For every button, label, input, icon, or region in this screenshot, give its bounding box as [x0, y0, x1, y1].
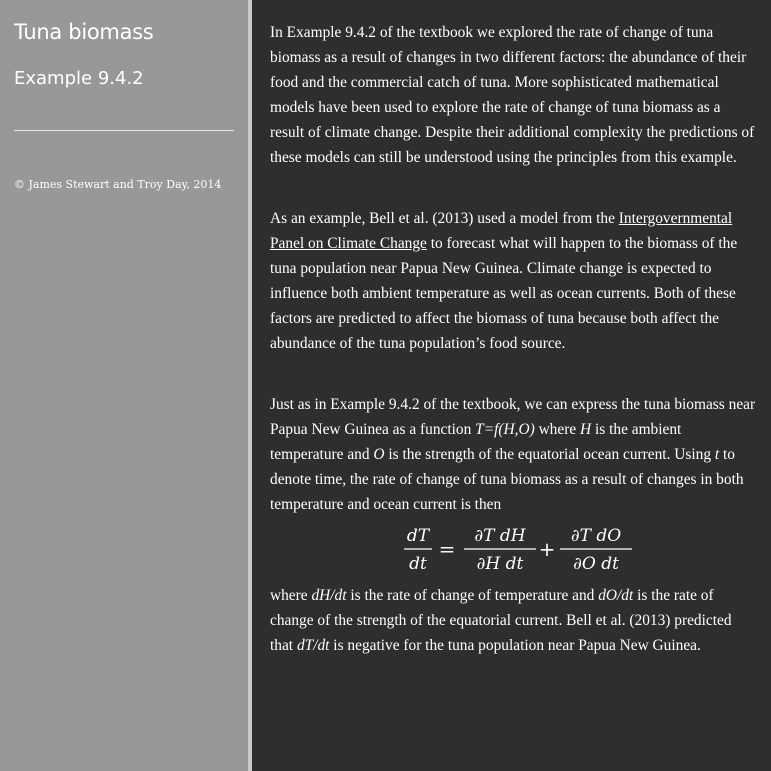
paragraph-example	[270, 206, 758, 356]
chain-rule-equation	[270, 517, 758, 583]
equation-graphic	[400, 517, 640, 583]
variable-t: t	[714, 446, 720, 463]
paragraph-function	[270, 392, 758, 517]
paragraph-text: is negative for the tuna population near Papua New Guinea.	[329, 637, 701, 654]
main-content	[270, 20, 758, 658]
term1-denominator: ∂H dt	[476, 554, 524, 574]
lhs-numerator: dT	[406, 526, 430, 546]
paragraph-text: is the rate of change of temperature and	[346, 587, 599, 604]
function-expression: T=f(H,O)	[475, 421, 535, 438]
lhs-denominator: dt	[409, 554, 427, 574]
paragraph-spacer	[270, 356, 758, 392]
paragraph-intro: In Example 9.4.2 of the textbook we explored the rate of change of tuna biomass as a result of changes in two different factors: the abundance of their food and the commercial catch of tuna. More sophisticated mathematical models have been used to explore the rate of change of tuna biomass as a result of climate change. Despite their additional complexity the predictions of these models can still be understood using the principles from this example.	[270, 24, 755, 166]
term2-numerator: ∂T dO	[570, 526, 622, 546]
sidebar	[0, 0, 248, 771]
paragraph-text: Just as in Example 9.4.2 of the textbook, we can express the tuna biomass near Papua New Guinea as a function	[270, 396, 756, 438]
variable-o: O	[373, 446, 385, 463]
paragraph-text: As an example, Bell et al. (2013) used a model from the	[270, 210, 619, 227]
term1-numerator: ∂T dH	[474, 526, 526, 546]
copyright-notice: © James Stewart and Troy Day, 2014	[14, 178, 222, 191]
sidebar-divider	[14, 130, 234, 131]
paragraph-text: is the strength of the equatorial ocean current. Using	[384, 446, 715, 463]
sidebar-border	[248, 0, 252, 771]
paragraph-text: is the ambient temperature and	[270, 421, 682, 463]
derivative-do-dt: dO/dt	[598, 587, 634, 604]
paragraph-spacer	[270, 170, 758, 206]
paragraph-text: to forecast what will happen to the biomass of the tuna population near Papua New Guinea. Climate change is expected to influence both ambient temperature as well as ocean currents. Both of these factors are predicted to affect the biomass of tuna because both affect the abundance of the tuna population’s food source.	[270, 235, 738, 352]
paragraph-text: is the rate of change of the strength of the equatorial current. Bell et al. (2013) predicted that	[270, 587, 732, 654]
paragraph-conclusion	[270, 583, 758, 658]
equals-sign: =	[438, 537, 456, 561]
paragraph-text: to denote time, the rate of change of tuna biomass as a result of changes in both temperature and ocean current is then	[270, 446, 744, 513]
page-title: Tuna biomass	[14, 20, 154, 44]
derivative-dt-dt: dT/dt	[296, 637, 330, 654]
paragraph-text: where	[270, 587, 312, 604]
paragraph-text: where	[534, 421, 581, 438]
derivative-dh-dt: dH/dt	[311, 587, 347, 604]
plus-sign: +	[538, 537, 556, 561]
variable-h: H	[580, 421, 592, 438]
term2-denominator: ∂O dt	[573, 554, 619, 574]
ipcc-link[interactable]: Intergovernmental Panel on Climate Change	[270, 210, 733, 252]
example-subtitle: Example 9.4.2	[14, 68, 144, 89]
